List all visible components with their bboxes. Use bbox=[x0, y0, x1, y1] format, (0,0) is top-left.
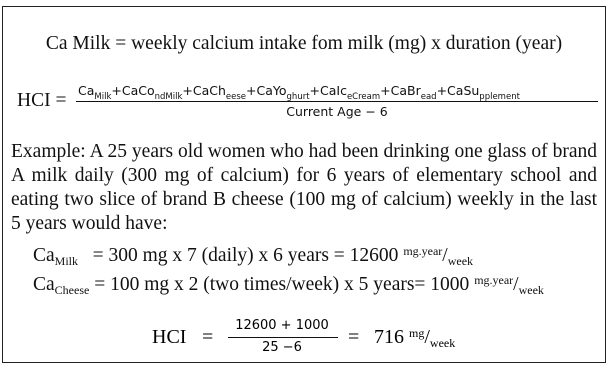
cheese-calculation-row bbox=[33, 273, 544, 298]
milk-expression: = 300 mg x 7 (daily) x 6 years = 12600 bbox=[92, 245, 399, 266]
numerator-term: +CaSu$_{pplement}$ bbox=[436, 83, 520, 102]
result-label: HCI bbox=[152, 326, 187, 348]
numerator-term: +CaCo$_{ndMilk}$ bbox=[111, 83, 183, 102]
result-numerator: 12600 + 1000 bbox=[235, 318, 329, 333]
hci-numerator bbox=[78, 83, 520, 102]
numerator-term: $Ca_{Milk}$ bbox=[78, 83, 112, 102]
milk-label: $Ca_{Milk}$ bbox=[33, 245, 79, 268]
cheese-unit: $^{mg.year}/_{week}$ bbox=[474, 273, 544, 297]
cheese-expression: = 100 mg x 2 (two times/week) x 5 years= 1000 bbox=[94, 274, 470, 295]
ca-milk-definition: Ca Milk = weekly calcium intake fom milk (mg) x duration (year) bbox=[45, 33, 563, 54]
cheese-label: $Ca_{Cheese}$ bbox=[33, 274, 90, 297]
hci-equation bbox=[17, 77, 603, 127]
result-fraction-bar bbox=[228, 337, 338, 338]
fraction-bar bbox=[76, 101, 598, 102]
formula-box bbox=[2, 6, 606, 363]
result-denominator: 25 −6 bbox=[262, 340, 302, 355]
hci-denominator: Current Age − 6 bbox=[286, 104, 388, 119]
milk-calculation-row bbox=[33, 244, 473, 269]
result-value: 716 $^{mg}/_{week}$ bbox=[374, 326, 456, 350]
example-paragraph: Example: A 25 years old women who had been drinking one glass of brand A milk daily (300 mg of calcium) for 6 years of elementary school and eating two slice of brand B cheese (100 mg of calcium) weekly in the last 5 years would have: bbox=[11, 141, 597, 234]
equals-sign: = bbox=[202, 326, 214, 348]
numerator-term: +CaYo$_{ghurt}$ bbox=[246, 83, 310, 102]
equals-sign: = bbox=[348, 326, 360, 348]
hci-label: HCI = bbox=[17, 90, 67, 111]
hci-result bbox=[152, 318, 532, 362]
numerator-term: +CaBr$_{ead}$ bbox=[380, 83, 437, 102]
numerator-term: +CaCh$_{eese}$ bbox=[182, 83, 247, 102]
milk-unit: $^{mg.year}/_{week}$ bbox=[403, 244, 474, 268]
numerator-term: +CaIc$_{eCream}$ bbox=[309, 83, 381, 102]
